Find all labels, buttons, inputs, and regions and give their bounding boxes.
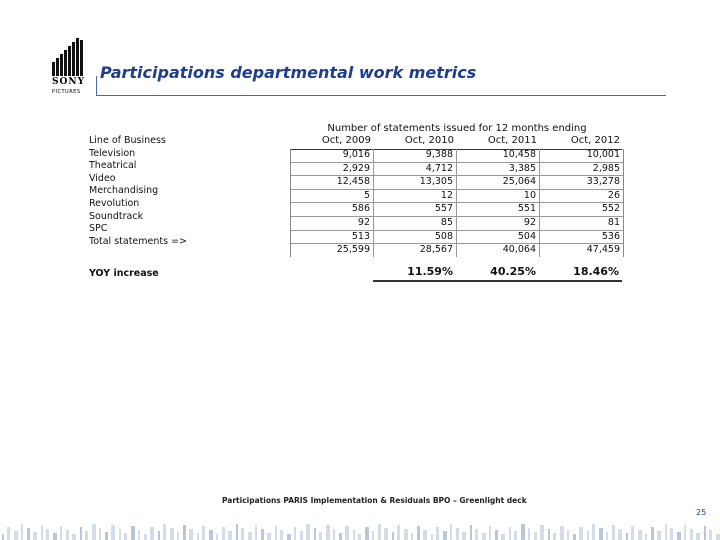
decorative-bar [170, 528, 174, 540]
table-cell: 9,388 [374, 149, 457, 162]
total-row-label: Total statements => [89, 235, 188, 247]
decorative-bar [275, 526, 277, 540]
decorative-bar [677, 532, 681, 540]
table-cell: 26 [607, 189, 620, 201]
decorative-bar [183, 525, 186, 540]
table-row [291, 231, 623, 245]
decorative-bar [475, 529, 478, 540]
decorative-bar [339, 533, 342, 540]
table-cell: 513 [291, 231, 374, 244]
title-divider-vertical [96, 76, 97, 96]
decorative-bar [606, 532, 608, 540]
decorative-bar [163, 524, 166, 540]
row-label: Merchandising [89, 185, 159, 197]
period-header: Oct, 2011 [487, 135, 537, 146]
decorative-bar [431, 534, 433, 540]
logo-brand-name: SONY [52, 77, 85, 87]
table-cell: 2,929 [291, 163, 374, 176]
decorative-bar [150, 527, 154, 540]
total-cell: 28,567 [374, 244, 457, 257]
decorative-bar [66, 530, 69, 540]
decorative-bar [14, 531, 18, 540]
total-cell: 25,599 [291, 244, 374, 257]
decorative-bar [345, 526, 349, 540]
table-cell: 557 [374, 203, 457, 216]
decorative-bar [124, 533, 127, 540]
decorative-bar [651, 527, 654, 540]
period-header-row [290, 135, 622, 150]
decorative-bar [158, 531, 160, 540]
decorative-bar [417, 526, 420, 540]
decorative-bar [579, 527, 583, 540]
decorative-bar [540, 525, 544, 540]
decorative-bar [21, 524, 23, 540]
decorative-bar [443, 531, 447, 540]
table-row [291, 163, 623, 177]
decorative-bar [462, 532, 466, 540]
table-cell: 85 [374, 217, 457, 230]
decorative-bar [7, 527, 10, 540]
decorative-bar [372, 531, 374, 540]
row-label: Theatrical [89, 160, 137, 172]
table-cell: 2,985 [592, 162, 620, 174]
decorative-bar [548, 529, 550, 540]
decorative-bar [482, 533, 486, 540]
decorative-bar [573, 534, 576, 540]
decorative-bar [509, 527, 511, 540]
decorative-bar [27, 528, 30, 540]
total-cell: 40,064 [457, 244, 540, 257]
table-row [291, 149, 623, 163]
decorative-bar [228, 531, 232, 540]
decorative-bar [236, 524, 238, 540]
row-label: Revolution [89, 197, 140, 209]
decorative-bar [319, 532, 322, 540]
table-cell: 551 [457, 203, 540, 216]
decorative-bar [248, 532, 252, 540]
row-label: Television [89, 147, 136, 159]
yoy-cell: 18.46% [573, 265, 619, 278]
yoy-cell: 11.59% [407, 265, 453, 278]
decorative-bar [709, 530, 712, 540]
decorative-bar [696, 533, 700, 540]
decorative-bar [612, 525, 615, 540]
decorative-bar [2, 534, 4, 540]
decorative-bar [397, 525, 400, 540]
decorative-bar [436, 527, 439, 540]
table-cell: 13,305 [374, 176, 457, 189]
yoy-row [373, 264, 622, 282]
decorative-bar [567, 530, 569, 540]
decorative-bar [333, 529, 335, 540]
period-header: Oct, 2012 [570, 135, 620, 146]
table-cell: 25,064 [457, 176, 540, 189]
decorative-bar [46, 529, 49, 540]
row-label: SPC [89, 223, 108, 235]
decorative-bar [53, 533, 57, 540]
decorative-bar [105, 532, 108, 540]
page-title: Participations departmental work metrics [100, 63, 477, 82]
table-row [291, 176, 623, 190]
decorative-bar [618, 529, 622, 540]
decorative-bar [92, 524, 96, 540]
decorative-bar [189, 529, 193, 540]
decorative-bar [501, 534, 505, 540]
decorative-bar [177, 532, 179, 540]
decorative-bar [261, 529, 264, 540]
table-cell: 3,385 [457, 163, 540, 176]
total-row [291, 244, 623, 257]
decorative-bar [514, 531, 517, 540]
decorative-bar [41, 525, 43, 540]
decorative-bar [358, 534, 361, 540]
decorative-bar [690, 529, 693, 540]
decorative-bar [528, 528, 530, 540]
period-header: Oct, 2009 [321, 135, 371, 146]
decorative-bar [314, 528, 316, 540]
table-cell: 5 [291, 190, 374, 203]
table-cell: 81 [607, 216, 620, 228]
page-number: 25 [696, 508, 707, 517]
decorative-bar [300, 531, 303, 540]
decorative-bar [645, 534, 647, 540]
decorative-bar [404, 529, 408, 540]
decorative-bar [534, 532, 537, 540]
table-cell: 508 [374, 231, 457, 244]
decorative-bar [131, 526, 135, 540]
table-cell: 9,016 [291, 149, 374, 162]
decorative-bar [72, 534, 76, 540]
decorative-bar [80, 527, 82, 540]
decorative-bar [294, 527, 296, 540]
decorative-bar [326, 525, 330, 540]
decorative-bar [33, 532, 37, 540]
decorative-bar [378, 524, 381, 540]
table-row [291, 190, 623, 204]
decorative-bar [560, 526, 564, 540]
decorative-bar [638, 530, 642, 540]
decorative-bar [470, 525, 472, 540]
logo-bars-icon [52, 38, 86, 76]
yoy-cell: 40.25% [490, 265, 536, 278]
yoy-label: YOY increase [89, 268, 159, 279]
decorative-bar [267, 533, 271, 540]
total-cell: 47,459 [586, 244, 620, 256]
decorative-bar [60, 526, 62, 540]
decorative-bar [456, 528, 459, 540]
table-cell: 10,001 [586, 149, 620, 160]
decorative-bar [489, 526, 491, 540]
decorative-bar [144, 534, 147, 540]
decorative-bar [684, 525, 686, 540]
period-header: Oct, 2010 [404, 135, 454, 146]
line-of-business-header: Line of Business [89, 135, 166, 146]
table-cell: 92 [457, 217, 540, 230]
table-cell: 33,278 [586, 176, 620, 188]
decorative-bar [411, 533, 413, 540]
row-label: Video [89, 172, 116, 184]
table-cell: 504 [457, 231, 540, 244]
table-cell: 586 [291, 203, 374, 216]
decorative-bar [280, 530, 283, 540]
decorative-bar [209, 530, 213, 540]
decorative-bar [119, 529, 121, 540]
table-cell: 10 [457, 190, 540, 203]
decorative-bar [255, 525, 257, 540]
decorative-bar [138, 530, 140, 540]
decorative-bar [111, 525, 115, 540]
decorative-bar [287, 534, 291, 540]
decorative-bar [392, 532, 394, 540]
table-cell: 552 [601, 203, 620, 215]
decorative-bar [450, 524, 452, 540]
decorative-bar [631, 526, 634, 540]
decorative-bar [704, 526, 706, 540]
footer-text: Participations PARIS Implementation & Residuals BPO – Greenlight deck [222, 496, 527, 505]
decorative-bar [423, 530, 427, 540]
decorative-bar [665, 524, 667, 540]
decorative-bar [521, 524, 525, 540]
decorative-bar [306, 524, 310, 540]
table-cell: 10,458 [457, 149, 540, 162]
decorative-bar [553, 533, 556, 540]
decorative-bar [599, 528, 603, 540]
decorative-bar [670, 528, 673, 540]
decorative-bar [216, 534, 218, 540]
table-cell: 12 [374, 190, 457, 203]
decorative-bar [495, 530, 498, 540]
decorative-bar [626, 533, 628, 540]
decorative-bar [85, 531, 88, 540]
sony-pictures-logo [52, 38, 88, 96]
table-cell: 536 [601, 230, 620, 242]
line-of-business-column [89, 135, 299, 248]
decorative-bar [99, 528, 101, 540]
statements-table [290, 149, 624, 257]
decorative-bar [222, 527, 225, 540]
decorative-bar [587, 531, 589, 540]
decorative-bar [592, 524, 595, 540]
table-row [291, 203, 623, 217]
title-divider [96, 95, 666, 96]
decorative-bar [202, 526, 205, 540]
table-cell: 12,458 [291, 176, 374, 189]
decorative-bar [241, 528, 244, 540]
table-cell: 4,712 [374, 163, 457, 176]
table-group-header: Number of statements issued for 12 months ending [327, 123, 587, 134]
decorative-bar [365, 527, 369, 540]
decorative-bar [657, 531, 661, 540]
decorative-bars-strip [0, 522, 720, 540]
decorative-bar [197, 533, 199, 540]
decorative-bar [384, 528, 388, 540]
table-cell: 92 [291, 217, 374, 230]
row-label: Soundtrack [89, 210, 144, 222]
logo-brand-sub: PICTURES [52, 89, 81, 95]
decorative-bar [353, 530, 355, 540]
decorative-bar [716, 534, 720, 540]
table-row [291, 217, 623, 231]
